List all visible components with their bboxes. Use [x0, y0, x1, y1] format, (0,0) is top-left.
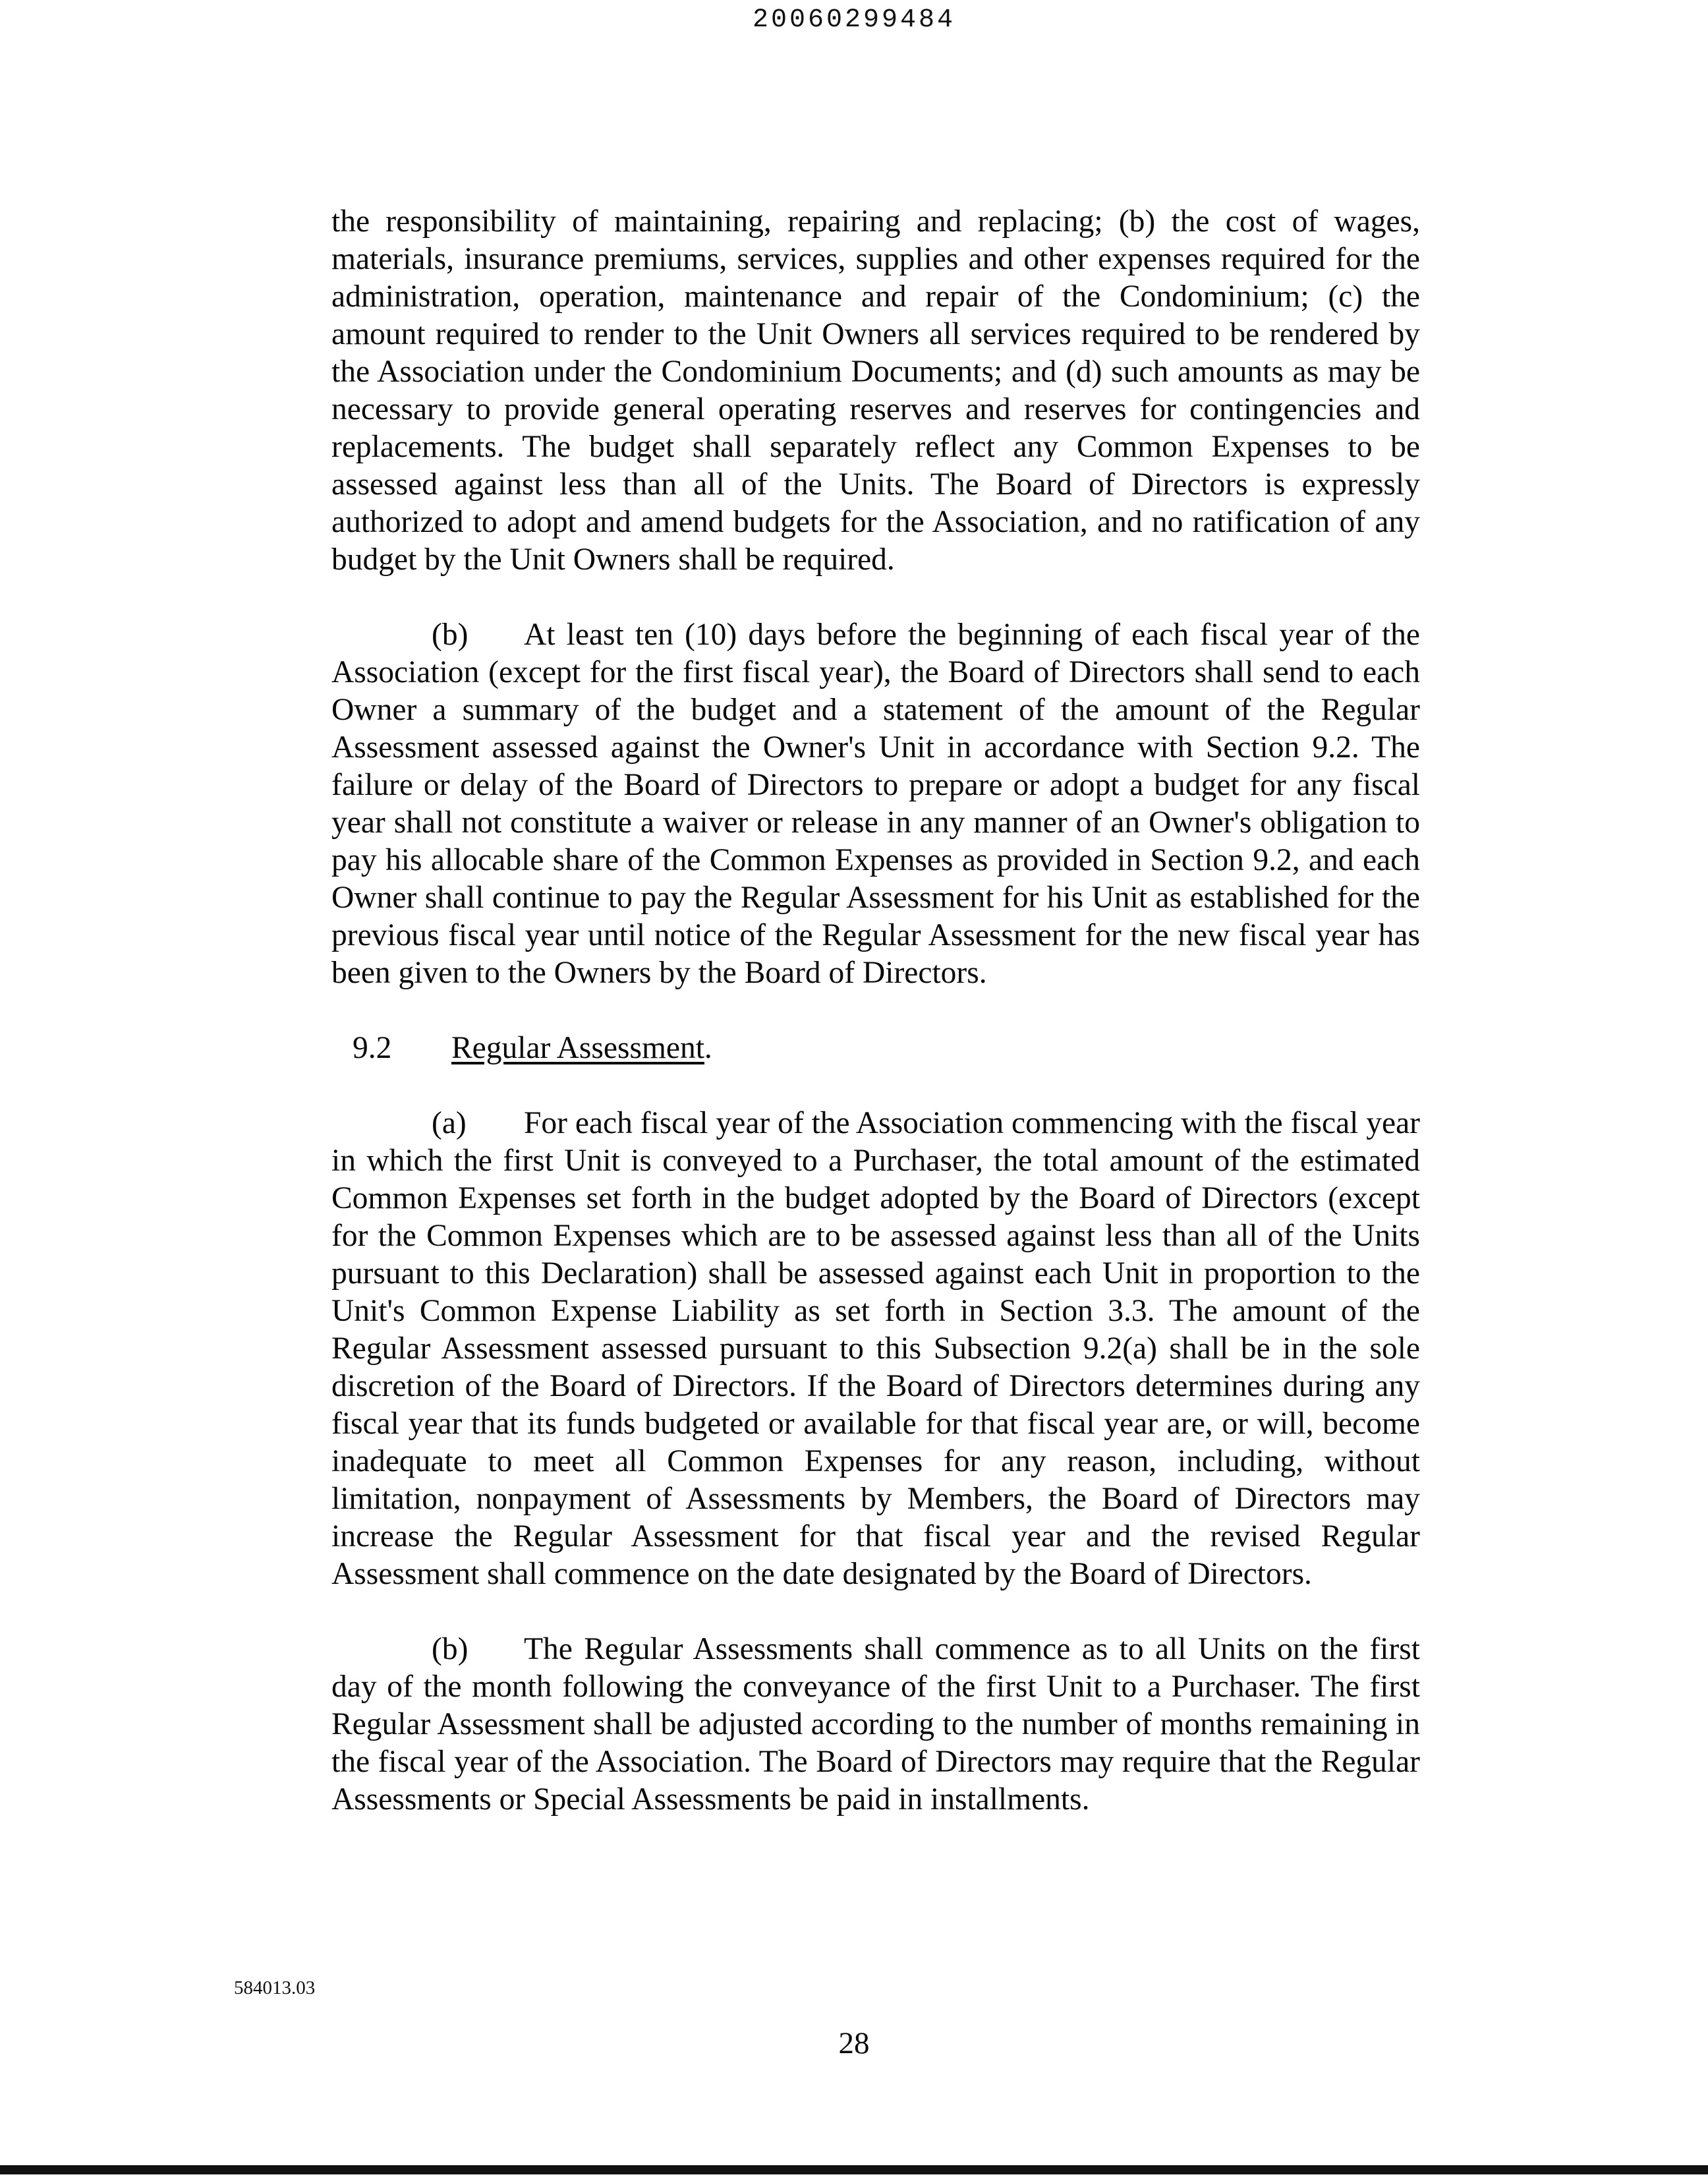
document-reference: 584013.03 [234, 1977, 316, 1998]
page-number: 28 [838, 2026, 870, 2060]
section-paragraph-a-label: (a) [432, 1106, 467, 1140]
page-body [331, 203, 1420, 1819]
section-paragraph-a-text: For each fiscal year of the Association commencing with the fiscal year in which the first Unit is conveyed to a Purchaser, the total amount of the estimated Common Expenses set forth in the budget adopted by the Board of Directors (except for the Common Expenses which are to be assessed against less than all of the Units pursuant to this Declaration) shall be assessed against each Unit in proportion to the Unit's Common Expense Liability as set forth in Section 3.3. The amount of the Regular Assessment assessed pursuant to this Subsection 9.2(a) shall be in the sole discretion of the Board of Directors. If the Board of Directors determines during any fiscal year that its funds budgeted or available for that fiscal year are, or will, become inadequate to meet all Common Expenses for any reason, including, without limitation, nonpayment of Assessments by Members, the Board of Directors may increase the Regular Assessment for that fiscal year and the revised Regular Assessment shall commence on the date designated by the Board of Directors. [331, 1106, 1420, 1591]
paragraph-b-label: (b) [432, 618, 469, 652]
paragraph-continuation: the responsibility of maintaining, repairing and replacing; (b) the cost of wages, materials, insurance premiums, services, supplies and other expenses required for the administration, operation, maintenance and repair of the Condominium; (c) the amount required to render to the Unit Owners all services required to be rendered by the Association under the Condominium Documents; and (d) such amounts as may be necessary to provide general operating reserves and reserves for contingencies and replacements. The budget shall separately reflect any Common Expenses to be assessed against less than all of the Units. The Board of Directors is expressly authorized to adopt and amend budgets for the Association, and no ratification of any budget by the Unit Owners shall be required. [331, 204, 1420, 577]
paragraph-b [331, 616, 1420, 992]
section-title: Regular Assessment [451, 1031, 704, 1065]
document-number: 20060299484 [752, 5, 956, 35]
section-paragraph-b-label: (b) [432, 1632, 469, 1666]
section-paragraph-a [331, 1105, 1420, 1593]
page-bottom-border [0, 2165, 1708, 2174]
section-paragraph-b [331, 1631, 1420, 1819]
section-heading [331, 1030, 1420, 1067]
section-paragraph-b-text: The Regular Assessments shall commence as to all Units on the first day of the month following the conveyance of the first Unit to a Purchaser. The first Regular Assessment shall be adjusted according to the number of months remaining in the fiscal year of the Association. The Board of Directors may require that the Regular Assessments or Special Assessments be paid in installments. [331, 1632, 1420, 1817]
paragraph-b-text: At least ten (10) days before the beginning of each fiscal year of the Association (except for the first fiscal year), the Board of Directors shall send to each Owner a summary of the budget and a statement of the amount of the Regular Assessment assessed against the Owner's Unit in accordance with Section 9.2. The failure or delay of the Board of Directors to prepare or adopt a budget for any fiscal year shall not constitute a waiver or release in any manner of an Owner's obligation to pay his allocable share of the Common Expenses as provided in Section 9.2, and each Owner shall continue to pay the Regular Assessment for his Unit as established for the previous fiscal year until notice of the Regular Assessment for the new fiscal year has been given to the Owners by the Board of Directors. [331, 618, 1420, 990]
section-title-suffix: . [704, 1031, 712, 1065]
section-number: 9.2 [353, 1031, 392, 1065]
